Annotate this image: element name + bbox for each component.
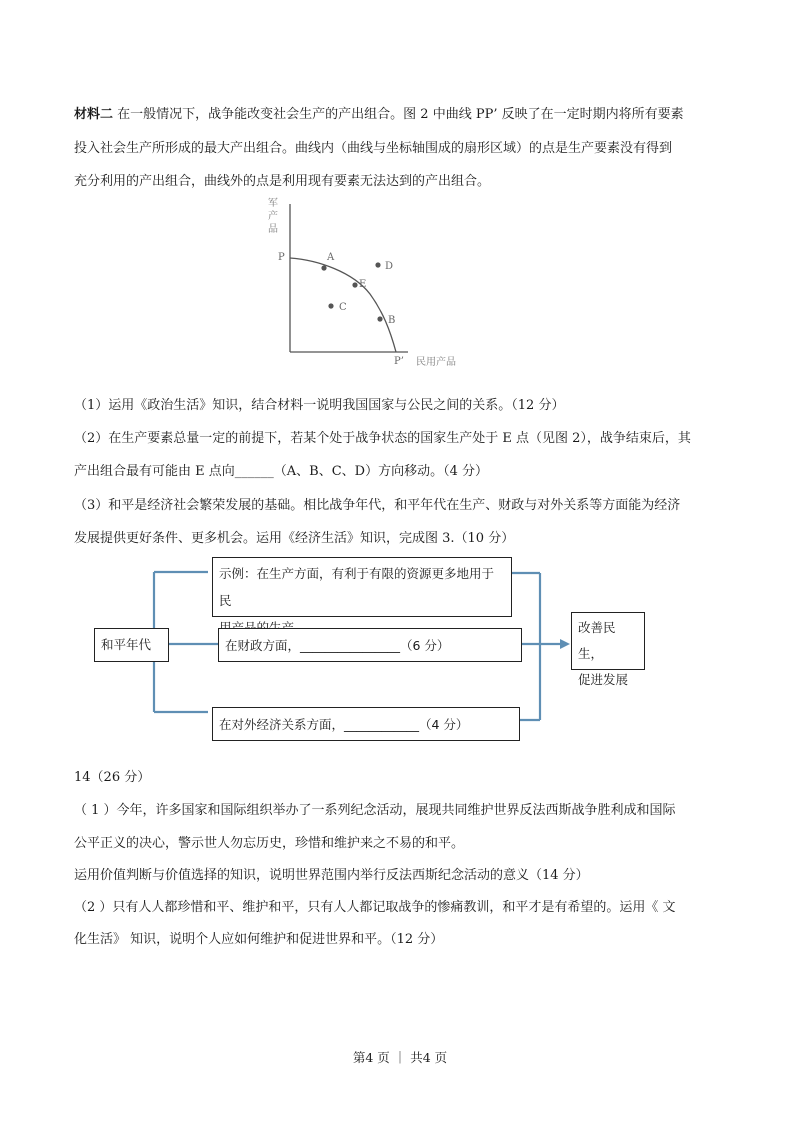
foreign-relations-box: 在对外经济关系方面，____________（4 分） — [212, 707, 520, 741]
result-line2: 促进发展 — [578, 672, 629, 687]
material2-line2: 投入社会生产所形成的最大产出组合。曲线内（曲线与坐标轴围成的扇形区域）的点是生产要素没有得到 — [74, 141, 673, 156]
point-p-prime-label: P’ — [394, 356, 404, 367]
point-d-marker — [375, 262, 380, 267]
example-box — [212, 557, 512, 617]
question-2-line1: （2）在生产要素总量一定的前提下，若某个处于战争状态的国家生产处于 E 点（见图 2），战争结束后，其 — [74, 431, 691, 446]
material2-line1 — [74, 103, 684, 122]
question-14-part1-line1: （ 1 ）今年，许多国家和国际组织举办了一系列纪念活动，展现共同维护世界反法西斯战争胜利成和国际 — [74, 803, 676, 818]
result-line1: 改善民生， — [578, 620, 616, 661]
question-14-part1-line3: 运用价值判断与价值选择的知识，说明世界范围内举行反法西斯纪念活动的意义（14 分） — [74, 868, 589, 883]
question-14-part2-line2: 化生活》 知识，说明个人应如何维护和促进世界和平。（12 分） — [74, 932, 444, 947]
point-a-marker — [321, 265, 326, 270]
page-footer: 第4 页 ｜ 共4 页 — [352, 1050, 448, 1065]
material2-line3: 充分利用的产出组合，曲线外的点是利用现有要素无法达到的产出组合。 — [74, 174, 491, 189]
figure2-ppf-chart — [258, 192, 508, 372]
material2-text1: 在一般情况下，战争能改变社会生产的产出组合。图 2 中曲线 PP’ 反映了在一定时期内将所有要素 — [117, 107, 684, 122]
point-c-marker — [328, 303, 333, 308]
x-axis-label: 民用产品 — [416, 357, 456, 368]
point-d-label: D — [385, 261, 394, 272]
question-14-part1-line2: 公平正义的决心，警示世人勿忘历史，珍惜和维护来之不易的和平。 — [74, 836, 465, 851]
result-arrow-head — [560, 639, 570, 649]
question-14-part2-line1: （2 ）只有人人都珍惜和平、维护和平，只有人人都记取战争的惨痛教训，和平才是有希望的。运用《 文 — [74, 900, 676, 915]
peace-era-box: 和平年代 — [94, 628, 169, 662]
finance-box: 在财政方面，________________（6 分） — [218, 628, 522, 662]
result-box — [571, 612, 645, 687]
y-axis-label: 军产品 — [268, 198, 278, 235]
point-b-marker — [377, 316, 382, 321]
material2-lead: 材料二 — [74, 107, 114, 122]
question-14-header: 14（26 分） — [74, 770, 151, 785]
point-a-label: A — [327, 252, 335, 263]
point-e-label: E — [359, 279, 367, 290]
question-3-line1: （3）和平是经济社会繁荣发展的基础。相比战争年代，和平年代在生产、财政与对外关系等方面能为经济 — [74, 498, 681, 513]
question-1: （1）运用《政治生活》知识，结合材料一说明我国国家与公民之间的关系。（12 分） — [74, 398, 565, 413]
point-p-label: P — [278, 252, 285, 263]
point-e-marker — [352, 282, 357, 287]
question-3-line2: 发展提供更好条件、更多机会。运用《经济生活》知识，完成图 3.（10 分） — [74, 531, 515, 546]
example-line1: 示例：在生产方面，有利于有限的资源更多地用于民 — [219, 566, 495, 608]
point-b-label: B — [388, 315, 396, 326]
point-c-label: C — [339, 302, 347, 313]
question-2-line2: 产出组合最有可能由 E 点向______（A、B、C、D）方向移动。（4 分） — [74, 464, 488, 479]
